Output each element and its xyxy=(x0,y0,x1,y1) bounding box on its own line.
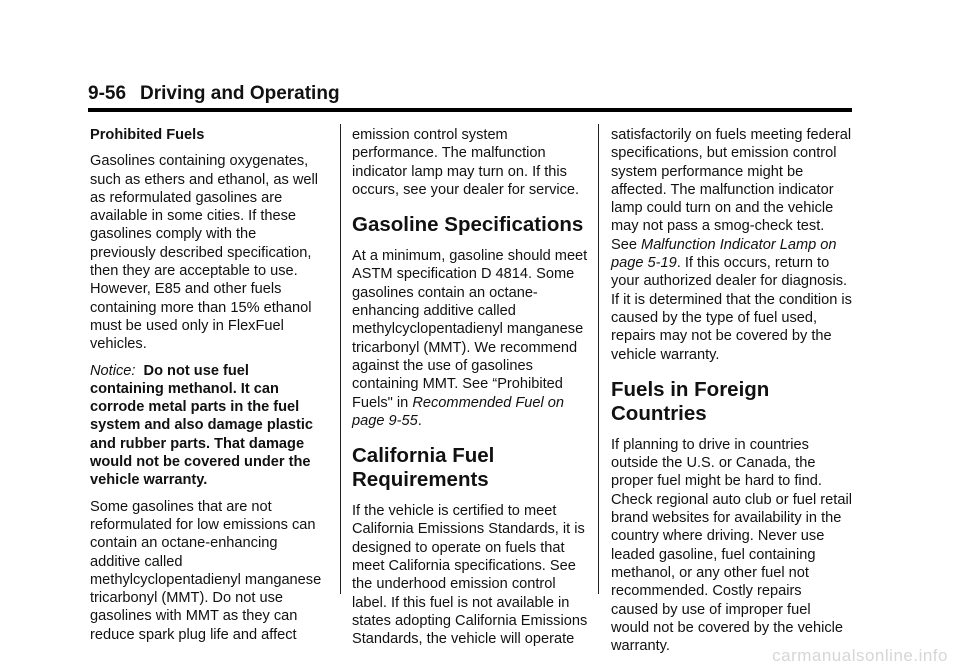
cross-reference-link[interactable]: Recommended Fuel on page 9-55 xyxy=(352,394,565,429)
paragraph: Gasolines containing oxygenates, such as ethers and ethanol, as well as reformulated gasolines are available in some cities. If these gasolines comply with the previously described specification, then they are acceptable to use. However, E85 and other fuels containing more than 15% ethanol must be used only in FlexFuel vehicles. xyxy=(90,153,318,353)
column-3 xyxy=(611,126,852,663)
page-number: 9-56 xyxy=(88,83,127,104)
paragraph-text: . xyxy=(417,412,422,429)
paragraph xyxy=(611,126,852,364)
notice-label: Notice: xyxy=(90,362,136,379)
cross-reference-link[interactable]: Malfunction Indicator Lamp on page 5-19 xyxy=(611,236,837,272)
paragraph: Some gasolines that are not reformulated for low emissions can contain an octane-enhancing additive called methylcyclopentadienyl manganese tricarbonyl (MMT). Do not use gasolines with MMT as they can reduce spark plug life and affect xyxy=(90,498,322,643)
column-divider xyxy=(598,124,599,594)
header-rule xyxy=(88,108,852,112)
heading-fuels-in-foreign-countries: Fuels in Foreign Countries xyxy=(611,377,770,425)
paragraph: If the vehicle is certified to meet California Emissions Standards, it is designed to operate on fuels that meet California specifications. See the underhood emission control label. If this fuel is not available in states adopting California Emissions Standards, the vehicle will operate xyxy=(352,503,588,648)
subheading-prohibited-fuels: Prohibited Fuels xyxy=(90,127,205,143)
column-2 xyxy=(352,126,588,657)
paragraph-text: . If this occurs, return to your authorized dealer for diagnosis. If it is determined that the condition is caused by the type of fuel used, repairs may not be covered by the vehicle warranty. xyxy=(611,255,852,363)
heading-california-fuel-requirements: California Fuel Requirements xyxy=(352,444,495,492)
paragraph-text: At a minimum, gasoline should meet ASTM specification D 4814. Some gasolines contain an octane-enhancing additive called methylcyclopentadienyl manganese tricarbonyl (MMT). We recommend against the use of gasolines containing MMT. See “Prohibited Fuels" in xyxy=(352,248,588,411)
heading-gasoline-specifications: Gasoline Specifications xyxy=(352,213,584,237)
column-divider xyxy=(340,124,341,594)
paragraph: emission control system performance. The malfunction indicator lamp may turn on. If this occurs, see your dealer for service. xyxy=(352,127,580,198)
footer xyxy=(0,646,960,666)
paragraph: If planning to drive in countries outside the U.S. or Canada, the proper fuel might be hard to find. Check regional auto club or fuel retail brand websites for availability in the country where driving. Never use leaded gasoline, fuel containing methanol, or any other fuel not recommended. Costly repairs caused by use of improper fuel would not be covered by the vehicle warranty. xyxy=(611,436,852,655)
notice-paragraph xyxy=(90,362,326,490)
page-header xyxy=(88,82,852,112)
notice-text: Do not use fuel containing methanol. It can corrode metal parts in the fuel system and also damage plastic and rubber parts. That damage would not be covered under the vehicle warranty. xyxy=(90,362,314,489)
column-1 xyxy=(90,126,326,652)
paragraph xyxy=(352,247,588,430)
header-text xyxy=(88,82,852,106)
section-title: Driving and Operating xyxy=(140,83,340,104)
paragraph-text: satisfactorily on fuels meeting federal specifications, but emission control system performance might be affected. The malfunction indicator lamp could turn on and the vehicle may not pass a smog-check test. See xyxy=(611,127,852,253)
watermark: carmanualsonline.info xyxy=(772,646,948,665)
